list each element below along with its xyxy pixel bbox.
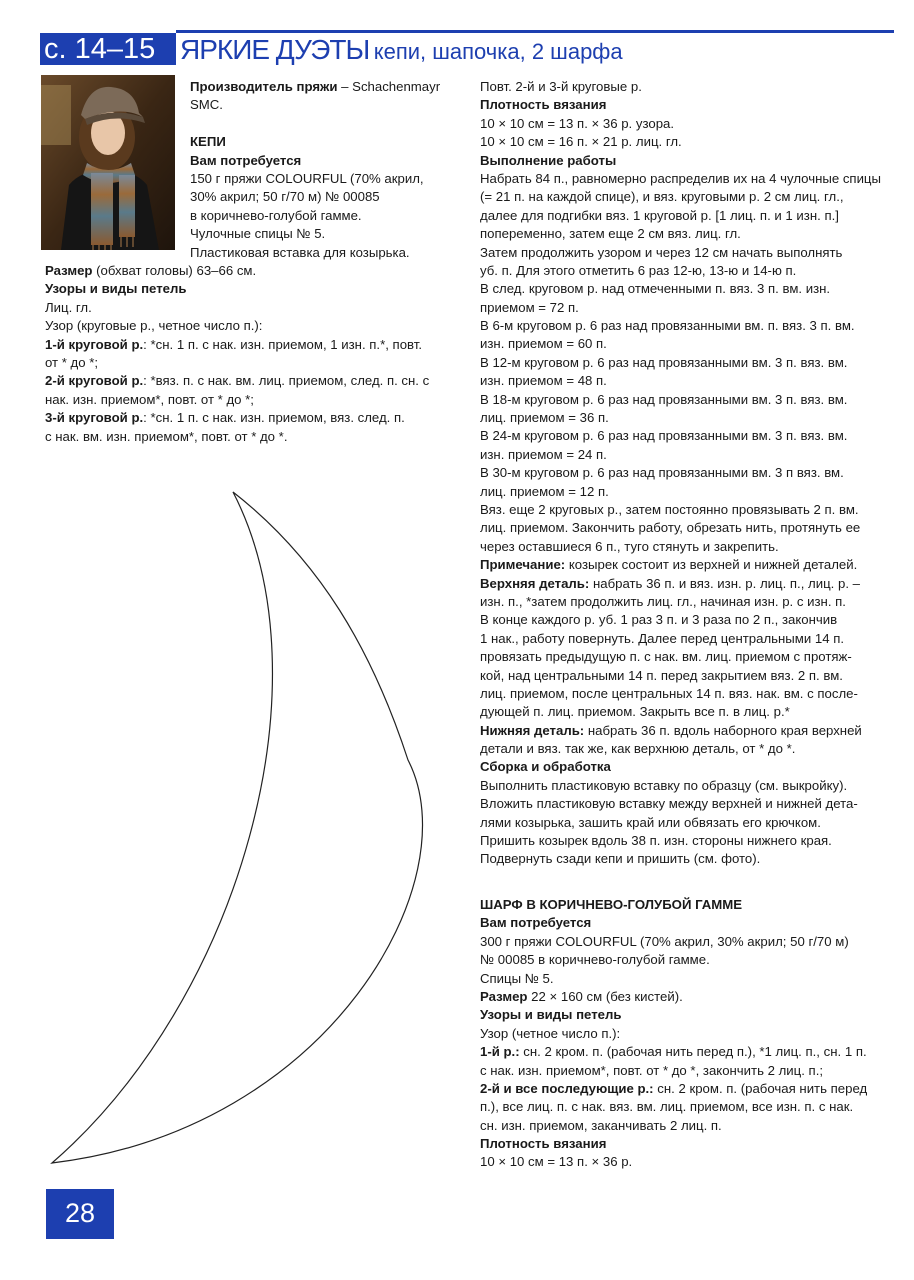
cap-need-line: в коричнево-голубой гамме. (190, 207, 362, 223)
row-label: 1-й круговой р. (45, 336, 144, 352)
text-line: Затем продолжить узором и через 12 см начать выполнять (480, 244, 843, 260)
visor-template-shape (0, 0, 480, 1180)
text-line: лями козырька, зашить край или обвязать его крючком. (480, 814, 821, 830)
text-line: Узор (четное число п.): (480, 1025, 621, 1041)
text-line: Пришить козырек вдоль 38 п. изн. стороны нижнего края. (480, 833, 832, 849)
text-line: В 24-м круговом р. 6 раз над провязанными вм. 3 п. вяз. вм. (480, 428, 848, 444)
yarn-value: – Schachenmayr (337, 79, 441, 94)
text-line: 10 × 10 см = 16 п. × 21 р. лиц. гл. (480, 134, 682, 150)
scarf-size-label: Размер (480, 988, 528, 1004)
row-label: 2-й и все последующие р.: (480, 1080, 654, 1096)
density-title: Плотность вязания (480, 97, 607, 113)
text-line: Подвернуть сзади кепи и пришить (см. фото). (480, 851, 761, 867)
text-line: изн. приемом = 24 п. (480, 446, 607, 462)
text-line: Вложить пластиковую вставку между верхней и нижней дета- (480, 796, 858, 812)
row-label: 1-й р.: (480, 1044, 520, 1060)
row-text: от * до *; (45, 354, 99, 370)
scarf-size-text: 22 × 160 см (без кистей). (527, 988, 683, 1004)
cap-need-title: Вам потребуется (190, 152, 302, 168)
text-line: № 00085 в коричнево-голубой гамме. (480, 952, 710, 968)
text-line: кой, над центральными 14 п. перед закрытием вяз. 2 п. вм. (480, 667, 843, 683)
text-line: Спицы № 5. (480, 970, 554, 986)
text-line: лиц. приемом. Закончить работу, обрезать нить, протянуть ее (480, 520, 861, 536)
cap-patterns-title: Узоры и виды петель (45, 281, 187, 297)
text-line: В след. круговом р. над отмеченными п. вяз. 3 п. вм. изн. (480, 281, 831, 297)
text-line: 300 г пряжи COLOURFUL (70% акрил, 30% акрил; 50 г/70 м) (480, 933, 849, 949)
scarf-need-title: Вам потребуется (480, 915, 592, 931)
cap-need-line: 150 г пряжи COLOURFUL (70% акрил, (190, 170, 424, 186)
cap-instructions (480, 78, 881, 869)
text-line: Повт. 2-й и 3-й круговые р. (480, 79, 642, 94)
text-line: 10 × 10 см = 13 п. × 36 р. узора. (480, 115, 675, 131)
text-line: лиц. приемом, после центральных 14 п. вяз. нак. вм. с после- (480, 685, 858, 701)
text-line: далее для подгибки вяз. 1 круговой р. [1 лиц. п. и 1 изн. п.] (480, 207, 839, 223)
text-line: Вяз. еще 2 круговых р., затем постоянно провязывать 2 п. вм. (480, 501, 859, 517)
row-label: 3-й круговой р. (45, 410, 144, 426)
lower-part-label: Нижняя деталь: (480, 722, 585, 738)
text-line: изн. п., *затем продолжить лиц. гл., начиная изн. р. с изн. п. (480, 593, 846, 609)
text-line: лиц. приемом = 12 п. (480, 483, 609, 499)
text-line: приемом = 72 п. (480, 299, 579, 315)
row-text: : *вяз. п. с нак. вм. лиц. приемом, след. п. сн. с (143, 373, 430, 389)
text-line: В 6-м круговом р. 6 раз над провязанными вм. п. вяз. 3 п. вм. (480, 318, 855, 334)
text-line: (= 21 п. на каждой спице), и вяз. круговыми р. 2 см лиц. гл., (480, 189, 844, 205)
page-number: 28 (46, 1189, 114, 1239)
pattern-line: Лиц. гл. (45, 299, 92, 315)
work-title: Выполнение работы (480, 152, 617, 168)
row-text: сн. 2 кром. п. (рабочая нить перед (653, 1080, 868, 1096)
text-line: 1 нак., работу повернуть. Далее перед центральными 14 п. (480, 630, 845, 646)
text-line: В 12-м круговом р. 6 раз над провязанными вм. 3 п. вяз. вм. (480, 354, 848, 370)
note-label: Примечание: (480, 557, 566, 573)
text-line: В 18-м круговом р. 6 раз над провязанными вм. 3 п. вяз. вм. (480, 391, 848, 407)
text-line: лиц. приемом = 36 п. (480, 410, 609, 426)
cap-size-value: (обхват головы) 63–66 см. (92, 263, 257, 278)
scarf-instructions (480, 896, 867, 1172)
text-line: детали и вяз. так же, как верхнюю деталь, от * до *. (480, 741, 796, 757)
title-main: ЯРКИЕ ДУЭТЫ (180, 34, 370, 65)
assembly-title: Сборка и обработка (480, 759, 611, 775)
text-line: изн. приемом = 48 п. (480, 373, 607, 389)
page-reference: с. 14–15 (40, 33, 176, 65)
row-text: сн. изн. приемом, заканчивать 2 лиц. п. (480, 1117, 722, 1133)
scarf-patterns-title: Узоры и виды петель (480, 1007, 622, 1023)
cap-size-label: Размер (45, 263, 93, 278)
cap-need-line: 30% акрил; 50 г/70 м) № 00085 (190, 189, 380, 205)
lower-part-text: набрать 36 п. вдоль наборного края верхней (584, 722, 862, 738)
text-line: Набрать 84 п., равномерно распределив их на 4 чулочные спицы (480, 170, 881, 186)
row-label: 2-й круговой р. (45, 373, 144, 389)
upper-part-text: набрать 36 п. и вяз. изн. р. лиц. п., лиц. р. – (589, 575, 860, 591)
note-text: козырек состоит из верхней и нижней деталей. (565, 557, 858, 573)
text-line: 10 × 10 см = 13 п. × 36 р. (480, 1154, 633, 1170)
scarf-density-title: Плотность вязания (480, 1136, 607, 1152)
text-line: В конце каждого р. уб. 1 раз 3 п. и 3 раза по 2 п., закончив (480, 612, 838, 628)
text-line: провязать предыдущую п. с нак. вм. лиц. приемом с протяж- (480, 649, 852, 665)
text-line: Выполнить пластиковую вставку по образцу (см. выкройку). (480, 777, 848, 793)
pattern-line: Узор (круговые р., четное число п.): (45, 318, 263, 334)
row-text: сн. 2 кром. п. (рабочая нить перед п.), *1 лиц. п., сн. 1 п. (519, 1044, 867, 1060)
row-text: п.), все лиц. п. с нак. вяз. вм. лиц. приемом, все изн. п. с нак. (480, 1099, 854, 1115)
yarn-label: Производитель пряжи (190, 79, 338, 94)
row-text: : *сн. 1 п. с нак. изн. приемом, вяз. след. п. (143, 410, 405, 426)
row-text: : *сн. 1 п. с нак. изн. приемом, 1 изн. п.*, повт. (143, 336, 422, 352)
text-line: через оставшиеся 6 п., туго стянуть и закрепить. (480, 538, 779, 554)
cap-need-line: Чулочные спицы № 5. (190, 226, 326, 242)
row-text: нак. изн. приемом*, повт. от * до *; (45, 391, 254, 407)
cap-need-line: Пластиковая вставка для козырька. (190, 244, 410, 260)
scarf-title: ШАРФ В КОРИЧНЕВО-ГОЛУБОЙ ГАММЕ (480, 897, 743, 912)
upper-part-label: Верхняя деталь: (480, 575, 590, 591)
text-line: изн. приемом = 60 п. (480, 336, 607, 352)
text-line: уб. п. Для этого отметить 6 раз 12-ю, 13-ю и 14-ю п. (480, 262, 797, 278)
cap-title: КЕПИ (190, 134, 226, 150)
yarn-value-2: SMC. (190, 97, 223, 113)
text-line: попеременно, затем еще 2 см вяз. лиц. гл. (480, 226, 741, 242)
text-line: дующей п. лиц. приемом. Закрыть все п. в лиц. р.* (480, 704, 790, 720)
row-text: с нак. изн. приемом*, повт. от * до *, закончить 2 лиц. п.; (480, 1062, 824, 1078)
title-subtitle: кепи, шапочка, 2 шарфа (373, 39, 623, 64)
row-text: с нак. вм. изн. приемом*, повт. от * до *. (45, 428, 288, 444)
text-line: В 30-м круговом р. 6 раз над провязанными вм. 3 п вяз. вм. (480, 465, 844, 481)
